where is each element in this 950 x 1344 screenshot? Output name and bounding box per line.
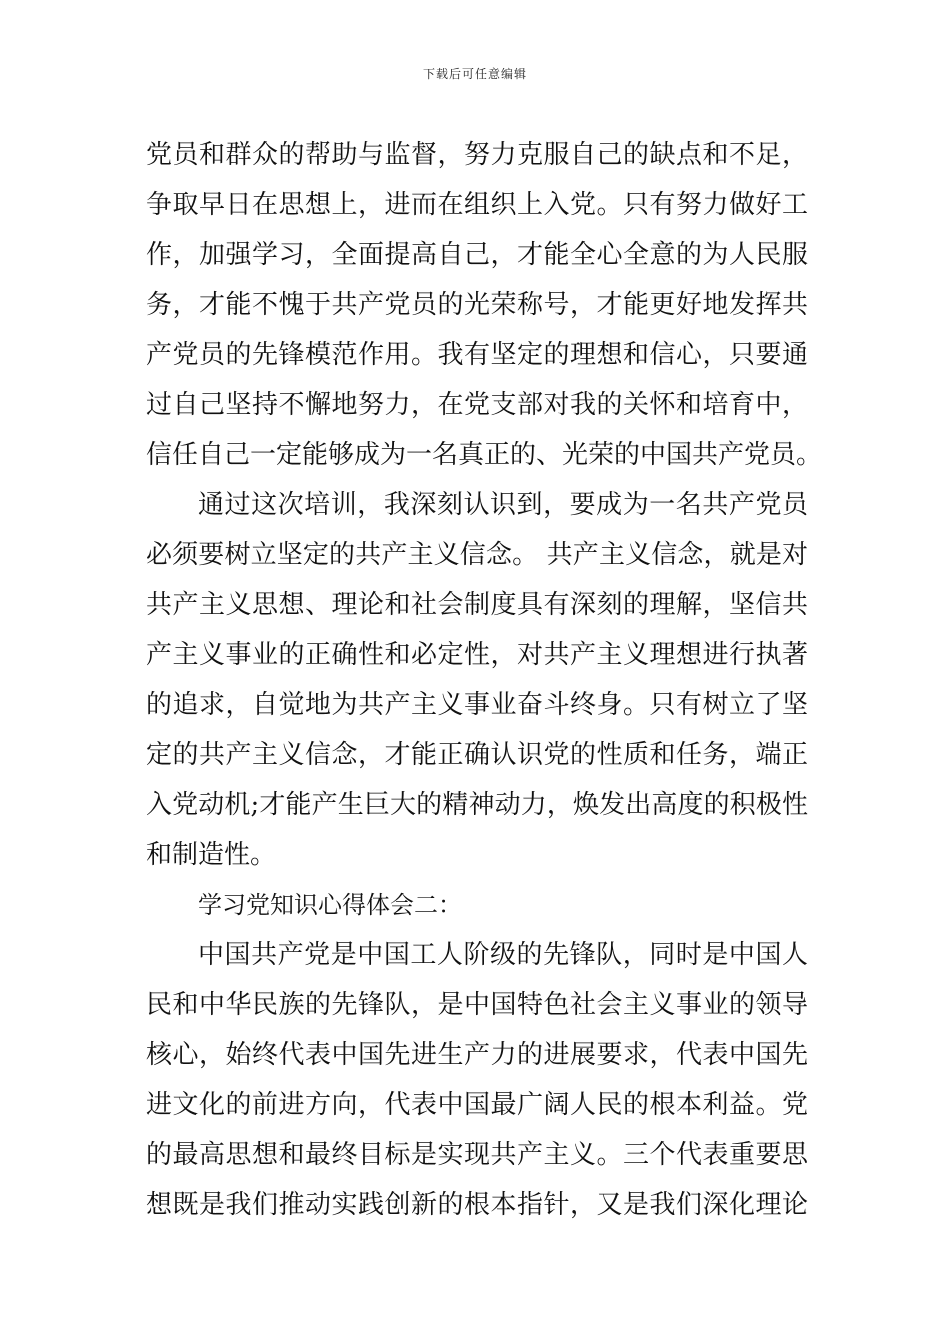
text-line: 入党动机;才能产生巨大的精神动力，焕发出高度的积极性 — [146, 790, 808, 820]
text-line: 想既是我们推动实践创新的根本指针，又是我们深化理论 — [146, 1190, 808, 1220]
text-line: 民和中华民族的先锋队，是中国特色社会主义事业的领导 — [146, 990, 808, 1020]
text-line: 务，才能不愧于共产党员的光荣称号，才能更好地发挥共 — [146, 290, 808, 320]
text-line: 中国共产党是中国工人阶级的先锋队，同时是中国人 — [198, 940, 808, 970]
document-body — [146, 130, 823, 1230]
text-line: 的最高思想和最终目标是实现共产主义。三个代表重要思 — [146, 1140, 808, 1170]
text-line: 党员和群众的帮助与监督，努力克服自己的缺点和不足， — [146, 140, 808, 170]
text-line: 过自己坚持不懈地努力，在党支部对我的关怀和培育中， — [146, 390, 808, 420]
text-line: 信任自己一定能够成为一名真正的、光荣的中国共产党员。 — [146, 440, 823, 470]
text-line: 产党员的先锋模范作用。我有坚定的理想和信心，只要通 — [146, 340, 808, 370]
text-line: 的追求，自觉地为共产主义事业奋斗终身。只有树立了坚 — [146, 690, 808, 720]
text-line: 通过这次培训，我深刻认识到，要成为一名共产党员 — [198, 490, 808, 520]
text-line: 作，加强学习，全面提高自己，才能全心全意的为人民服 — [146, 240, 808, 270]
text-line: 产主义事业的正确性和必定性，对共产主义理想进行执著 — [146, 640, 808, 670]
page-header: 下载后可任意编辑 — [422, 67, 527, 81]
text-line: 共产主义思想、理论和社会制度具有深刻的理解，坚信共 — [146, 590, 808, 620]
text-line: 核心，始终代表中国先进生产力的进展要求，代表中国先 — [146, 1040, 808, 1070]
text-line: 定的共产主义信念，才能正确认识党的性质和任务，端正 — [146, 740, 808, 770]
text-line: 争取早日在思想上，进而在组织上入党。只有努力做好工 — [146, 190, 808, 220]
text-line: 必须要树立坚定的共产主义信念。 共产主义信念，就是对 — [146, 540, 808, 570]
section-heading: 学习党知识心得体会二： — [198, 891, 462, 919]
text-line: 进文化的前进方向，代表中国最广阔人民的根本利益。党 — [146, 1090, 808, 1120]
text-line: 和制造性。 — [146, 840, 277, 870]
